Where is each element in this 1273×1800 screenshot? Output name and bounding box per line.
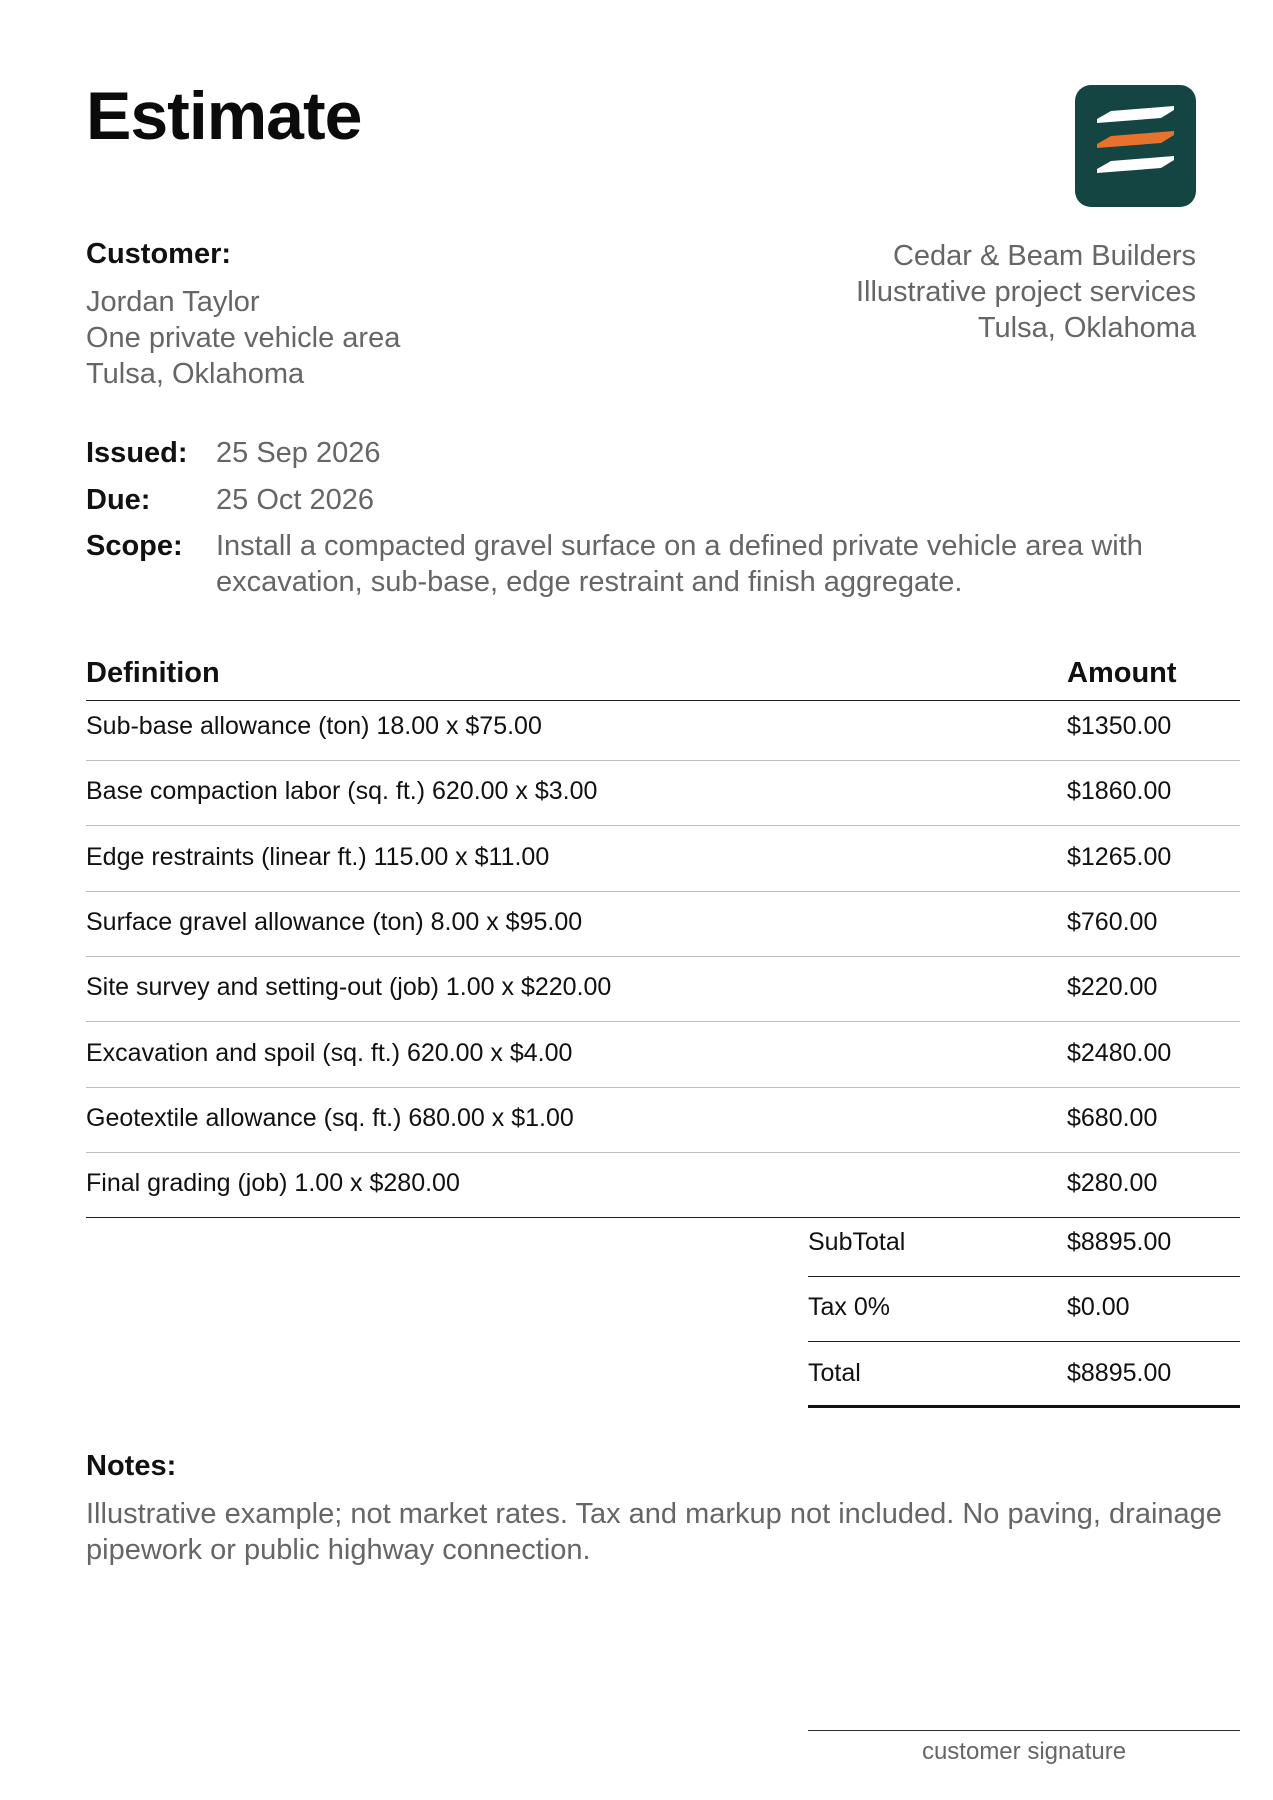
issued-value: 25 Sep 2026 <box>216 437 381 469</box>
customer-address-block <box>86 284 400 392</box>
row-amount: $760.00 <box>1067 908 1158 936</box>
definition-column-header: Definition <box>86 657 220 689</box>
company-name: Cedar & Beam Builders <box>892 240 1196 272</box>
due-label: Due: <box>86 484 151 516</box>
amount-column-header: Amount <box>1067 657 1177 689</box>
total-rule <box>808 1405 1240 1408</box>
subtotal-rule <box>808 1276 1240 1277</box>
row-amount: $2480.00 <box>1067 1039 1172 1067</box>
customer-label: Customer: <box>86 238 232 270</box>
issued-label: Issued: <box>86 437 188 469</box>
row-amount: $280.00 <box>1067 1169 1158 1197</box>
header-rule <box>86 700 1240 701</box>
company-location: Tulsa, Oklahoma <box>977 312 1196 344</box>
total-label: Total <box>808 1359 861 1387</box>
logo-bottom-stripe <box>1097 156 1174 173</box>
row-amount: $1350.00 <box>1067 712 1172 740</box>
row-divider <box>86 1021 1240 1022</box>
logo-middle-stripe <box>1097 131 1174 148</box>
company-block <box>596 238 1196 346</box>
notes-text: Illustrative example; not market rates. Tax and markup not included. No paving, drainage pipework or public highway connection. <box>86 1498 1222 1566</box>
row-divider <box>86 956 1240 957</box>
row-definition: Sub-base allowance (ton) 18.00 x $75.00 <box>86 712 542 740</box>
scope-value: Install a compacted gravel surface on a defined private vehicle area with excavation, sub-base, edge restraint and finish aggregate. <box>216 530 1143 598</box>
row-amount: $1265.00 <box>1067 843 1172 871</box>
stacked-layers-logo-icon <box>1075 85 1196 207</box>
notes-label: Notes: <box>86 1450 177 1482</box>
customer-address-line1: One private vehicle area <box>86 322 401 354</box>
row-amount: $680.00 <box>1067 1104 1158 1132</box>
document-title: Estimate <box>86 78 362 154</box>
row-definition: Base compaction labor (sq. ft.) 620.00 x $3.00 <box>86 777 598 805</box>
row-definition: Edge restraints (linear ft.) 115.00 x $11.00 <box>86 843 550 871</box>
row-definition: Surface gravel allowance (ton) 8.00 x $95.00 <box>86 908 583 936</box>
tax-rule <box>808 1341 1240 1342</box>
customer-name: Jordan Taylor <box>86 286 260 318</box>
subtotal-label: SubTotal <box>808 1228 906 1256</box>
tax-value: $0.00 <box>1067 1293 1130 1321</box>
row-divider <box>86 825 1240 826</box>
due-value: 25 Oct 2026 <box>216 484 374 516</box>
subtotal-value: $8895.00 <box>1067 1228 1172 1256</box>
row-divider <box>86 760 1240 761</box>
scope-label: Scope: <box>86 530 183 562</box>
row-divider <box>86 1087 1240 1088</box>
row-definition: Excavation and spoil (sq. ft.) 620.00 x $4.00 <box>86 1039 573 1067</box>
row-definition: Geotextile allowance (sq. ft.) 680.00 x $1.00 <box>86 1104 574 1132</box>
row-definition: Site survey and setting-out (job) 1.00 x $220.00 <box>86 973 612 1001</box>
company-logo <box>1075 85 1196 207</box>
customer-address-line2: Tulsa, Oklahoma <box>86 358 305 390</box>
tax-label: Tax 0% <box>808 1293 890 1321</box>
total-value: $8895.00 <box>1067 1359 1172 1387</box>
table-bottom-rule <box>86 1217 1240 1218</box>
signature-line <box>808 1730 1240 1731</box>
row-divider <box>86 891 1240 892</box>
row-amount: $1860.00 <box>1067 777 1172 805</box>
row-definition: Final grading (job) 1.00 x $280.00 <box>86 1169 460 1197</box>
company-tagline: Illustrative project services <box>855 276 1196 308</box>
row-amount: $220.00 <box>1067 973 1158 1001</box>
signature-label: customer signature <box>921 1738 1127 1765</box>
logo-top-stripe-shape <box>1097 106 1174 123</box>
row-divider <box>86 1152 1240 1153</box>
